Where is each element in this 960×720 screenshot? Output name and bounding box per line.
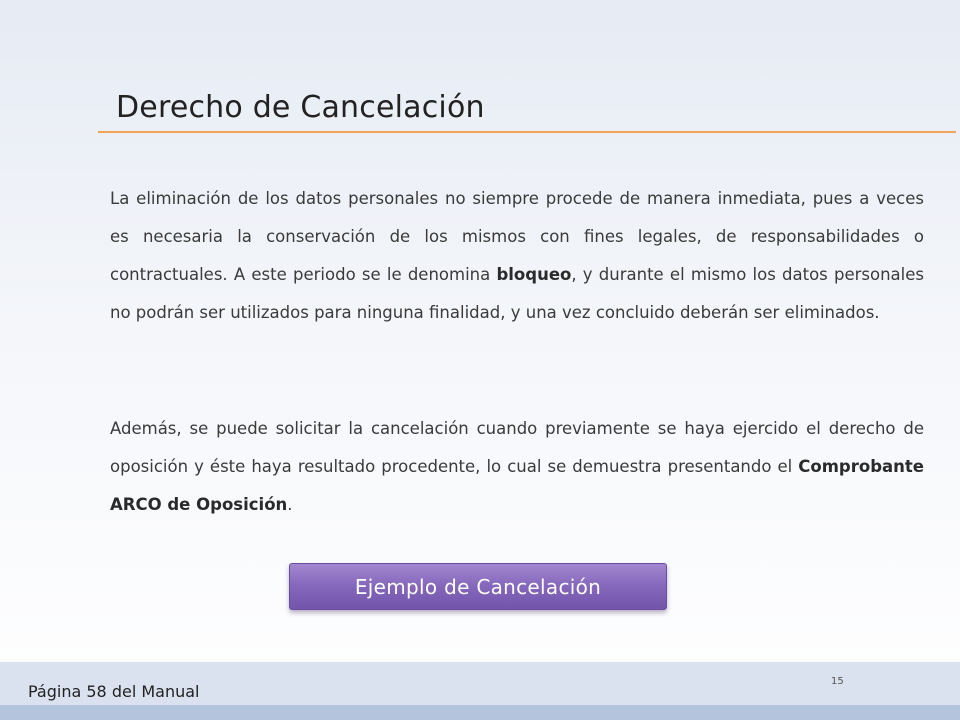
term-bloqueo: bloqueo (496, 265, 572, 284)
paragraph-opposition (110, 410, 924, 524)
paragraph-blocking-text-1: La eliminación de los datos personales no siempre procede de manera inmediata, pues a veces es necesaria la conservación de los mismos con fines legales, de responsabilidades o contractuales. A este periodo se le denomina (110, 189, 924, 284)
paragraph-opposition-text-2: . (287, 495, 293, 514)
paragraph-opposition-text-1: Además, se puede solicitar la cancelación cuando previamente se haya ejercido el derecho de oposición y éste haya resultado procedente, lo cual se demuestra presentando el (110, 419, 924, 476)
title-underline (98, 131, 956, 133)
paragraph-blocking (110, 180, 924, 332)
paragraph-blocking-text-2: , y durante el mismo los datos personales no podrán ser utilizados para ninguna finalidad, y una vez concluido deberán ser eliminados. (110, 265, 925, 322)
term-comprobante-arco: Comprobante ARCO de Oposición (110, 457, 924, 514)
manual-page-reference: Página 58 del Manual (28, 682, 200, 701)
page-number: 15 (831, 676, 844, 687)
example-cancellation-button[interactable]: Ejemplo de Cancelación (289, 563, 667, 610)
slide-title: Derecho de Cancelación (116, 90, 485, 125)
footer-stripe (0, 705, 960, 720)
